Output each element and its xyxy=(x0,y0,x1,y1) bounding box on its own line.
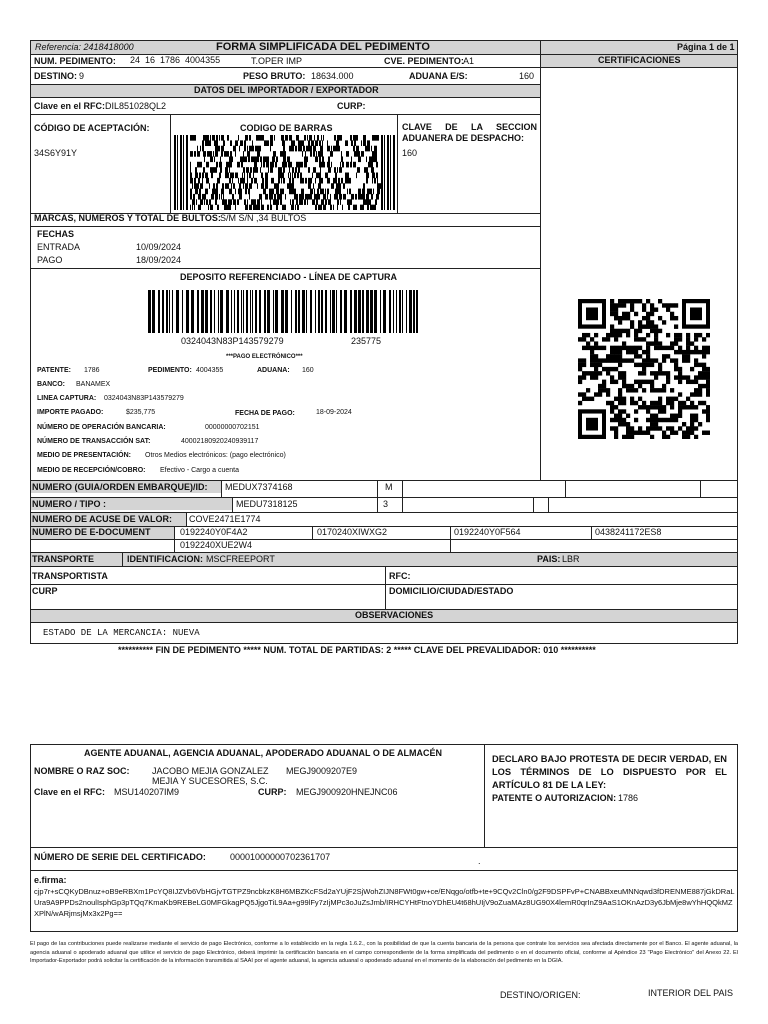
linea-captura-label: LINEA CAPTURA: xyxy=(37,395,97,402)
page-number: Página 1 de 1 xyxy=(677,42,735,52)
importador-title: DATOS DEL IMPORTADOR / EXPORTADOR xyxy=(194,85,379,95)
observaciones-label: OBSERVACIONES xyxy=(355,610,434,620)
pago-value: 18/09/2024 xyxy=(136,255,182,265)
pedimento-label: PEDIMENTO: xyxy=(148,367,192,374)
legal-text: El pago de las contribuciones puede realizarse mediante el servicio de pago Electrónico, conforme a lo establecido en la regla 1.6.2., con la posibilidad de que la cuenta bancaria de la persona que contrate los servicios sea afectada directamente por el Banco. El agente aduanal, la agencia aduanal o apoderado aduanal que utilice el servicio de pago Electrónico, deberá imprimir la certificación bancaria en el campo correspondiente de la forma simplificada del pedimento o en el documento oficial, conforme al Apéndice 23 "Pago Electrónico" del Anexo 22. El Importador-Exportador podrá solicitar la certificación de la información transmitida al SAAI por el agente aduanal, la agencia aduanal o apoderado aduanal en el momento de la elaboración del pedimento en la DGIA. xyxy=(30,941,738,964)
identificacion-value: MSCFREEPORT xyxy=(206,554,275,564)
cve-pedimento-label: CVE. PEDIMENTO: xyxy=(384,56,464,66)
importe-pagado-value: $235,775 xyxy=(126,409,156,416)
aduana-es-value: 160 xyxy=(519,71,535,81)
medio-presentacion-label: MEDIO DE PRESENTACIÓN: xyxy=(37,452,131,459)
transaccion-sat-value: 40002180920240939117 xyxy=(181,438,259,445)
codigo-barras-image xyxy=(174,135,395,210)
transporte-curp-label: CURP xyxy=(32,586,58,596)
num-pedimento-label: NUM. PEDIMENTO: xyxy=(34,56,116,66)
edocument-value-3: 0192240Y0F564 xyxy=(454,527,521,537)
medio-presentacion-value: Otros Medios electrónicos: (pago electrónico) xyxy=(145,452,286,459)
acuse-valor-label: NUMERO DE ACUSE DE VALOR: xyxy=(32,514,173,524)
num-pedimento-value: 24 16 1786 4004355 xyxy=(130,55,221,65)
pago-label: PAGO xyxy=(37,255,63,265)
marcas-value: S/M S/N ,34 BULTOS xyxy=(220,213,307,223)
acuse-valor-value: COVE2471E1774 xyxy=(189,514,261,524)
numero-tipo-label: NUMERO / TIPO : xyxy=(32,499,106,509)
edocument-value-1: 0192240Y0F4A2 xyxy=(180,527,248,537)
serie-certificado-value: 00001000000702361707 xyxy=(230,852,331,862)
agente-title: AGENTE ADUANAL, AGENCIA ADUANAL, APODERADO ADUANAL O DE ALMACÉN xyxy=(84,748,442,758)
guia-id: M xyxy=(385,482,393,492)
fechas-label: FECHAS xyxy=(37,229,75,239)
destino-origen-value: INTERIOR DEL PAIS xyxy=(648,988,734,998)
pais-value: LBR xyxy=(562,554,580,564)
codigo-aceptacion-label: CÓDIGO DE ACEPTACIÓN: xyxy=(34,123,150,133)
numero-tipo-value: MEDU7318125 xyxy=(236,499,298,509)
patente-value: 1786 xyxy=(84,367,100,374)
medio-recepcion-label: MEDIO DE RECEPCIÓN/COBRO: xyxy=(37,467,146,474)
importe-pagado-label: IMPORTE PAGADO: xyxy=(37,409,104,416)
pago-electronico-label: ***PAGO ELECTRÓNICO*** xyxy=(226,354,303,360)
patente-label: PATENTE: xyxy=(37,367,71,374)
operacion-bancaria-value: 00000000702151 xyxy=(205,424,260,431)
patente-autorizacion-label: PATENTE O AUTORIZACION: xyxy=(492,793,617,803)
cve-pedimento-value: A1 xyxy=(463,56,475,66)
entrada-value: 10/09/2024 xyxy=(136,242,182,252)
destino-origen-label: DESTINO/ORIGEN: xyxy=(500,990,581,1000)
toper: T.OPER IMP xyxy=(251,56,303,66)
pedimento-value: 4004355 xyxy=(196,367,224,374)
operacion-bancaria-label: NÚMERO DE OPERACIÓN BANCARIA: xyxy=(37,424,166,431)
deposito-title: DEPOSITO REFERENCIADO - LÍNEA DE CAPTURA xyxy=(180,272,398,282)
pais-label: PAIS: xyxy=(537,554,561,564)
qr-code-image xyxy=(578,299,710,439)
declaro-text: DECLARO BAJO PROTESTA DE DECIR VERDAD, EN LOS TÉRMINOS DE LO DISPUESTO POR EL ARTÍCULO 81 DE LA LEY: xyxy=(492,754,727,790)
clave-seccion-label: CLAVE DE LA SECCION ADUANERA DE DESPACHO: xyxy=(402,122,537,143)
aduana-label: ADUANA: xyxy=(257,367,290,374)
importador-rfc-value: DIL851028QL2 xyxy=(105,101,167,111)
numero-tipo-tipo: 3 xyxy=(383,499,389,509)
transaccion-sat-label: NÚMERO DE TRANSACCIÓN SAT: xyxy=(37,438,151,445)
linea-captura-text: 0324043N83P143579279 xyxy=(181,336,284,346)
fecha-pago-label: FECHA DE PAGO: xyxy=(235,410,295,417)
agente-curp-label: CURP: xyxy=(258,787,287,797)
clave-seccion-value: 160 xyxy=(402,148,418,158)
agente-nombre-value: JACOBO MEJIA GONZALEZ xyxy=(152,766,269,776)
banco-value: BANAMEX xyxy=(76,381,111,388)
efirma-value: cjp7r+sCQKyDBnuz+oB9eRBXm1PcYQ8IJZVb6VbHGjvTGTPZ9ncbkzK8H6MBZKcFSd2aYUjF2SjWohZIJN8FWt0gw+ce/ENqgo/otfb+te+9CQv2Cln0/g2F9DSPFvP+CNABBxeuMNNqwd3fDRENME887jGkDRaLUra9A9PPDs2noulIsphGp3pTQq7KmaKb9REBeLG0MFGkagPQ5JjgoTiL9Aa+g99lFy7zIjMPc3oJuZsJmb/IRHCYHtFtnoYDhEU4t68hUIjV9oZuaMAz8UG90X4lemR0qrInZ9AaS1OKnAzD3y6JbMje8wYhHQQkMZXPlN/wARjmsjMx3x2Pg== xyxy=(34,887,735,918)
patente-autorizacion-value: 1786 xyxy=(618,793,639,803)
serie-certificado-label: NÚMERO DE SERIE DEL CERTIFICADO: xyxy=(34,852,206,862)
guia-label: NUMERO (GUIA/ORDEN EMBARQUE)/ID: xyxy=(32,482,208,492)
agente-curp-value: MEGJ900920HNEJNC06 xyxy=(296,787,398,797)
edocument-label: NUMERO DE E-DOCUMENT xyxy=(32,527,151,537)
destino-label: DESTINO: xyxy=(34,71,78,81)
transporte-label: TRANSPORTE xyxy=(32,554,95,564)
serie-dot: . xyxy=(478,856,481,866)
form-title: FORMA SIMPLIFICADA DEL PEDIMENTO xyxy=(216,41,430,53)
importador-curp-label: CURP: xyxy=(337,101,366,111)
linea-captura-value: 0324043N83P143579279 xyxy=(104,395,184,402)
observaciones-value: ESTADO DE LA MERCANCIA: NUEVA xyxy=(43,628,200,638)
aduana-es-label: ADUANA E/S: xyxy=(409,71,468,81)
agente-rfc-inline: MEGJ9009207E9 xyxy=(286,766,358,776)
importador-rfc-label: Clave en el RFC: xyxy=(34,101,106,111)
agente-nombre-label: NOMBRE O RAZ SOC: xyxy=(34,766,130,776)
linea-captura-barcode xyxy=(148,290,418,333)
fin-de-pedimento: ********** FIN DE PEDIMENTO ***** NUM. TOTAL DE PARTIDAS: 2 ***** CLAVE DEL PREVALIDADOR: 010 ********** xyxy=(118,645,596,655)
transporte-rfc-label: RFC: xyxy=(389,571,411,581)
importe-text: 235775 xyxy=(351,336,382,346)
aduana-value: 160 xyxy=(302,367,314,374)
banco-label: BANCO: xyxy=(37,381,65,388)
identificacion-label: IDENTIFICACION: xyxy=(127,554,203,564)
peso-bruto-value: 18634.000 xyxy=(311,71,354,81)
destino-value: 9 xyxy=(79,71,85,81)
peso-bruto-label: PESO BRUTO: xyxy=(243,71,306,81)
domicilio-label: DOMICILIO/CIUDAD/ESTADO xyxy=(389,586,514,596)
agente-rfc-label: Clave en el RFC: xyxy=(34,787,106,797)
entrada-label: ENTRADA xyxy=(37,242,81,252)
codigo-barras-label: CODIGO DE BARRAS xyxy=(240,123,333,133)
agente-nombre-value-2: MEJIA Y SUCESORES, S.C. xyxy=(152,776,268,786)
edocument-value-4: 0438241172ES8 xyxy=(595,527,662,537)
transportista-label: TRANSPORTISTA xyxy=(32,571,108,581)
fecha-pago-value: 18-09-2024 xyxy=(316,409,352,416)
codigo-aceptacion-value: 34S6Y91Y xyxy=(34,148,78,158)
agente-rfc-value: MSU140207IM9 xyxy=(114,787,180,797)
certificaciones-label: CERTIFICACIONES xyxy=(598,55,681,65)
edocument-value-2: 0170240XIWXG2 xyxy=(317,527,388,537)
edocument-value-5: 0192240XUE2W4 xyxy=(180,540,253,550)
marcas-label: MARCAS, NUMEROS Y TOTAL DE BULTOS: xyxy=(34,213,221,223)
guia-value: MEDUX7374168 xyxy=(225,482,293,492)
medio-recepcion-value: Efectivo - Cargo a cuenta xyxy=(160,467,239,474)
efirma-label: e.firma: xyxy=(34,875,67,885)
referencia: Referencia: 2418418000 xyxy=(35,42,134,52)
